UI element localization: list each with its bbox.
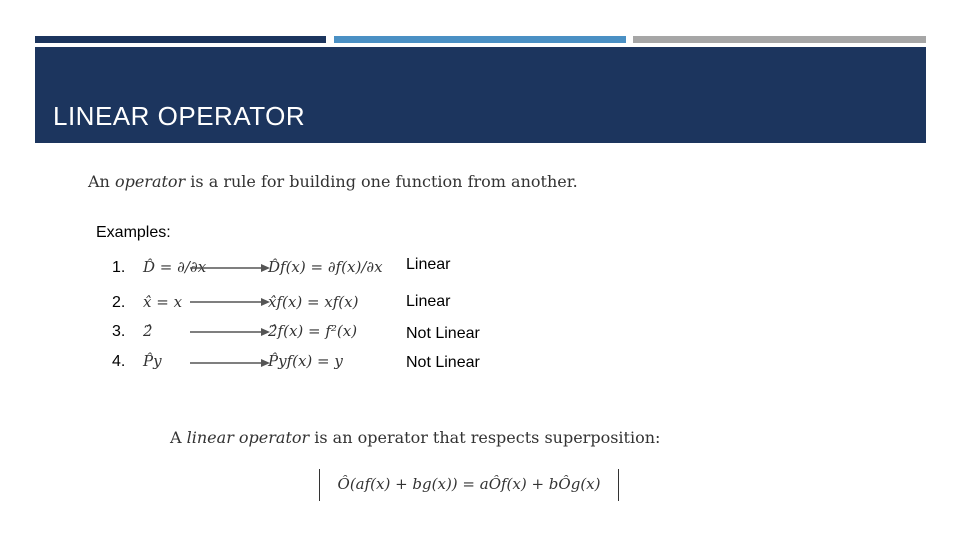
linear-operator-definition [170,428,660,447]
example-application: x̂f(x) = xf(x) [268,293,359,311]
example-row [0,256,960,286]
example-row [0,293,960,323]
operator-definition-suffix: is a rule for building one function from another. [185,172,578,191]
example-operator: x̂ = x [143,293,183,311]
operator-definition [88,172,578,191]
example-verdict: Linear [406,256,451,273]
example-number: 3. [112,323,126,340]
example-application: P̂yf(x) = y [268,352,343,370]
example-number: 1. [112,259,126,276]
title-banner [35,47,926,143]
example-operator: D̂ = ∂/∂x [143,258,207,276]
superposition-formula: Ô(af(x) + bg(x)) = aÔf(x) + bÔg(x) [337,475,601,493]
example-verdict: Not Linear [406,354,480,371]
accent-bar-gray [633,36,926,43]
superposition-formula-box [319,469,619,501]
example-row [0,352,960,382]
arrow-icon [190,260,270,276]
example-row [0,322,960,352]
example-number: 2. [112,294,126,311]
slide-title: LINEAR OPERATOR [53,101,306,131]
linear-definition-prefix: A [170,428,187,447]
example-operator: P̂y [143,352,162,370]
arrow-icon [190,294,270,310]
example-application: D̂f(x) = ∂f(x)/∂x [268,258,383,276]
example-verdict: Linear [406,293,451,310]
accent-bar-blue [334,36,626,43]
example-number: 4. [112,353,126,370]
example-operator: 2̂ [143,322,153,340]
accent-bar-dark [35,36,326,43]
linear-operator-term: linear operator [186,428,310,447]
operator-term: operator [114,172,186,191]
examples-label: Examples: [96,224,171,241]
operator-definition-prefix: An [88,172,115,191]
example-application: 2̂f(x) = f²(x) [268,322,358,340]
example-verdict: Not Linear [406,325,480,342]
arrow-icon [190,355,270,371]
arrow-icon [190,324,270,340]
linear-definition-suffix: is an operator that respects superposition: [309,428,661,447]
